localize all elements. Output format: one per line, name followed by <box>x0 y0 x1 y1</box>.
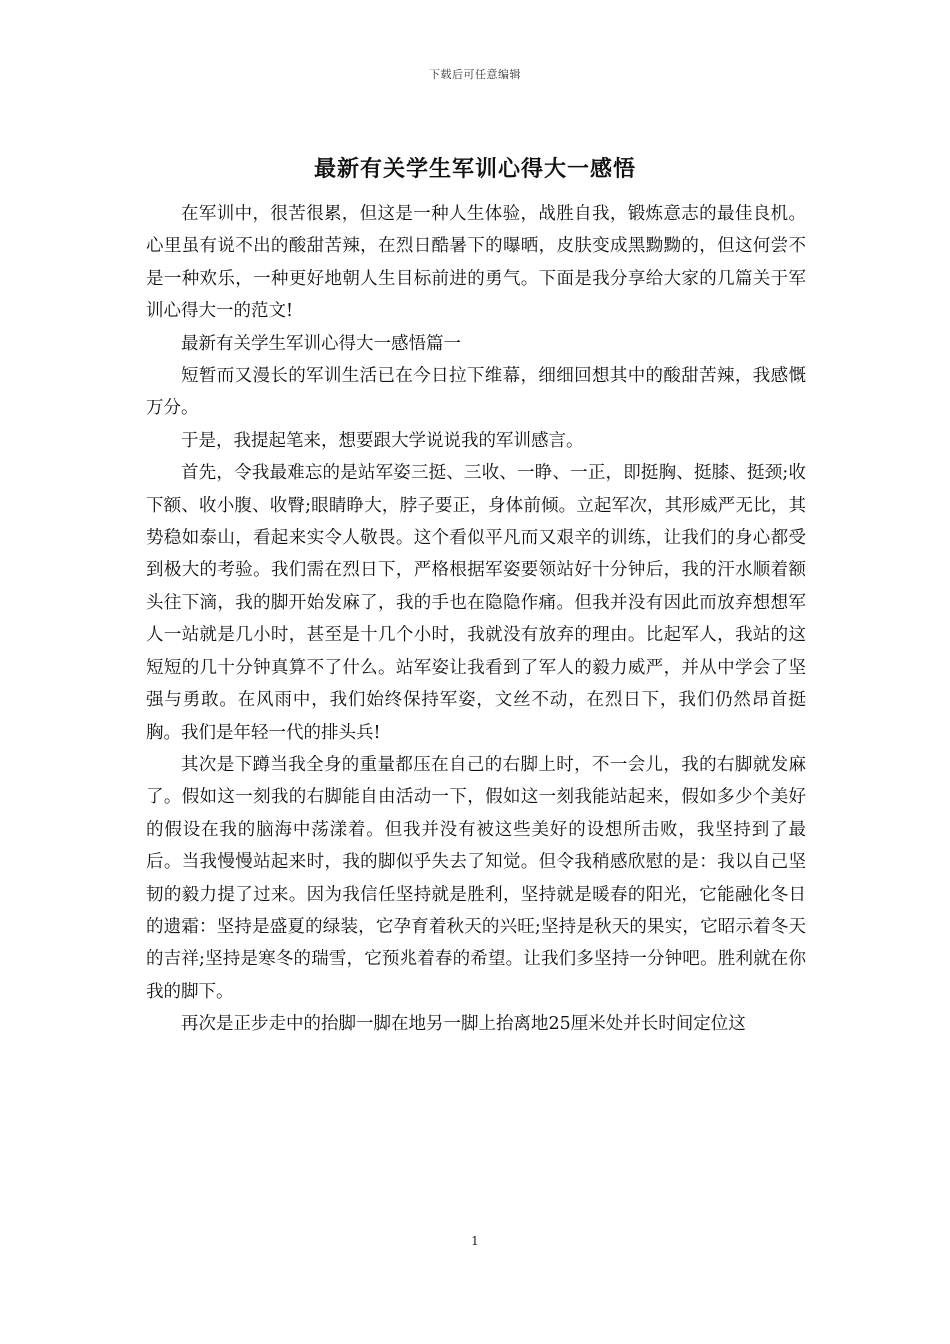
document-title: 最新有关学生军训心得大一感悟 <box>313 157 636 182</box>
header-note: 下载后可任意编辑 <box>429 68 521 81</box>
paragraph: 短暂而又漫长的军训生活已在今日拉下维幕，细细回想其中的酸甜苦辣，我感慨万分。 <box>146 366 806 419</box>
paragraph: 其次是下蹲当我全身的重量都压在自己的右脚上时，不一会儿，我的右脚就发麻了。假如这一刻我的右脚能自由活动一下，假如这一刻我能站起来，假如多少个美好的假设在我的脑海中荡漾着。但我并没有被这些美好的设想所击败，我坚持到了最后。当我慢慢站起来时，我的脚似乎失去了知觉。但令我稍感欣慰的是：我以自己坚韧的毅力提了过来。因为我信任坚持就是胜利，坚持就是暖春的阳光，它能融化冬日的遗霜：坚持是盛夏的绿装，它孕育着秋天的兴旺;坚持是秋天的果实，它昭示着冬天的吉祥;坚持是寒冬的瑞雪，它预兆着春的希望。让我们多坚持一分钟吧。胜利就在你我的脚下。 <box>146 754 806 1002</box>
paragraph: 于是，我提起笔来，想要跟大学说说我的军训感言。 <box>181 430 584 451</box>
paragraph-intro: 在军训中，很苦很累，但这是一种人生体验，战胜自我，锻炼意志的最佳良机。心里虽有说不出的酸甜苦辣，在烈日酷暑下的曝晒，皮肤变成黑黝黝的，但这何尝不是一种欢乐，一种更好地朝人生目标前进的勇气。下面是我分享给大家的几篇关于军训心得大一的范文! <box>146 204 806 322</box>
paragraph: 再次是正步走中的抬脚一脚在地另一脚上抬离地25厘米处并长时间定位这 <box>181 1014 746 1035</box>
section-heading: 最新有关学生军训心得大一感悟篇一 <box>181 333 461 354</box>
document-body <box>146 198 806 1041</box>
paragraph: 首先，令我最难忘的是站军姿三挺、三收、一睁、一正，即挺胸、挺膝、挺颈;收下额、收小腹、收臀;眼睛睁大，脖子要正，身体前倾。立起军次，其形威严无比，其势稳如泰山，看起来实令人敬畏。这个看似平凡而又艰辛的训练，让我们的身心都受到极大的考验。我们需在烈日下，严格根据军姿要领站好十分钟后，我的汗水顺着额头往下滴，我的脚开始发麻了，我的手也在隐隐作痛。但我并没有因此而放弃想想军人一站就是几小时，甚至是十几个小时，我就没有放弃的理由。比起军人，我站的这短短的几十分钟真算不了什么。站军姿让我看到了军人的毅力威严，并从中学会了坚强与勇敢。在风雨中，我们始终保持军姿，文丝不动，在烈日下，我们仍然昂首挺胸。我们是年轻一代的排头兵! <box>146 463 806 743</box>
page-number: 1 <box>471 1234 479 1248</box>
